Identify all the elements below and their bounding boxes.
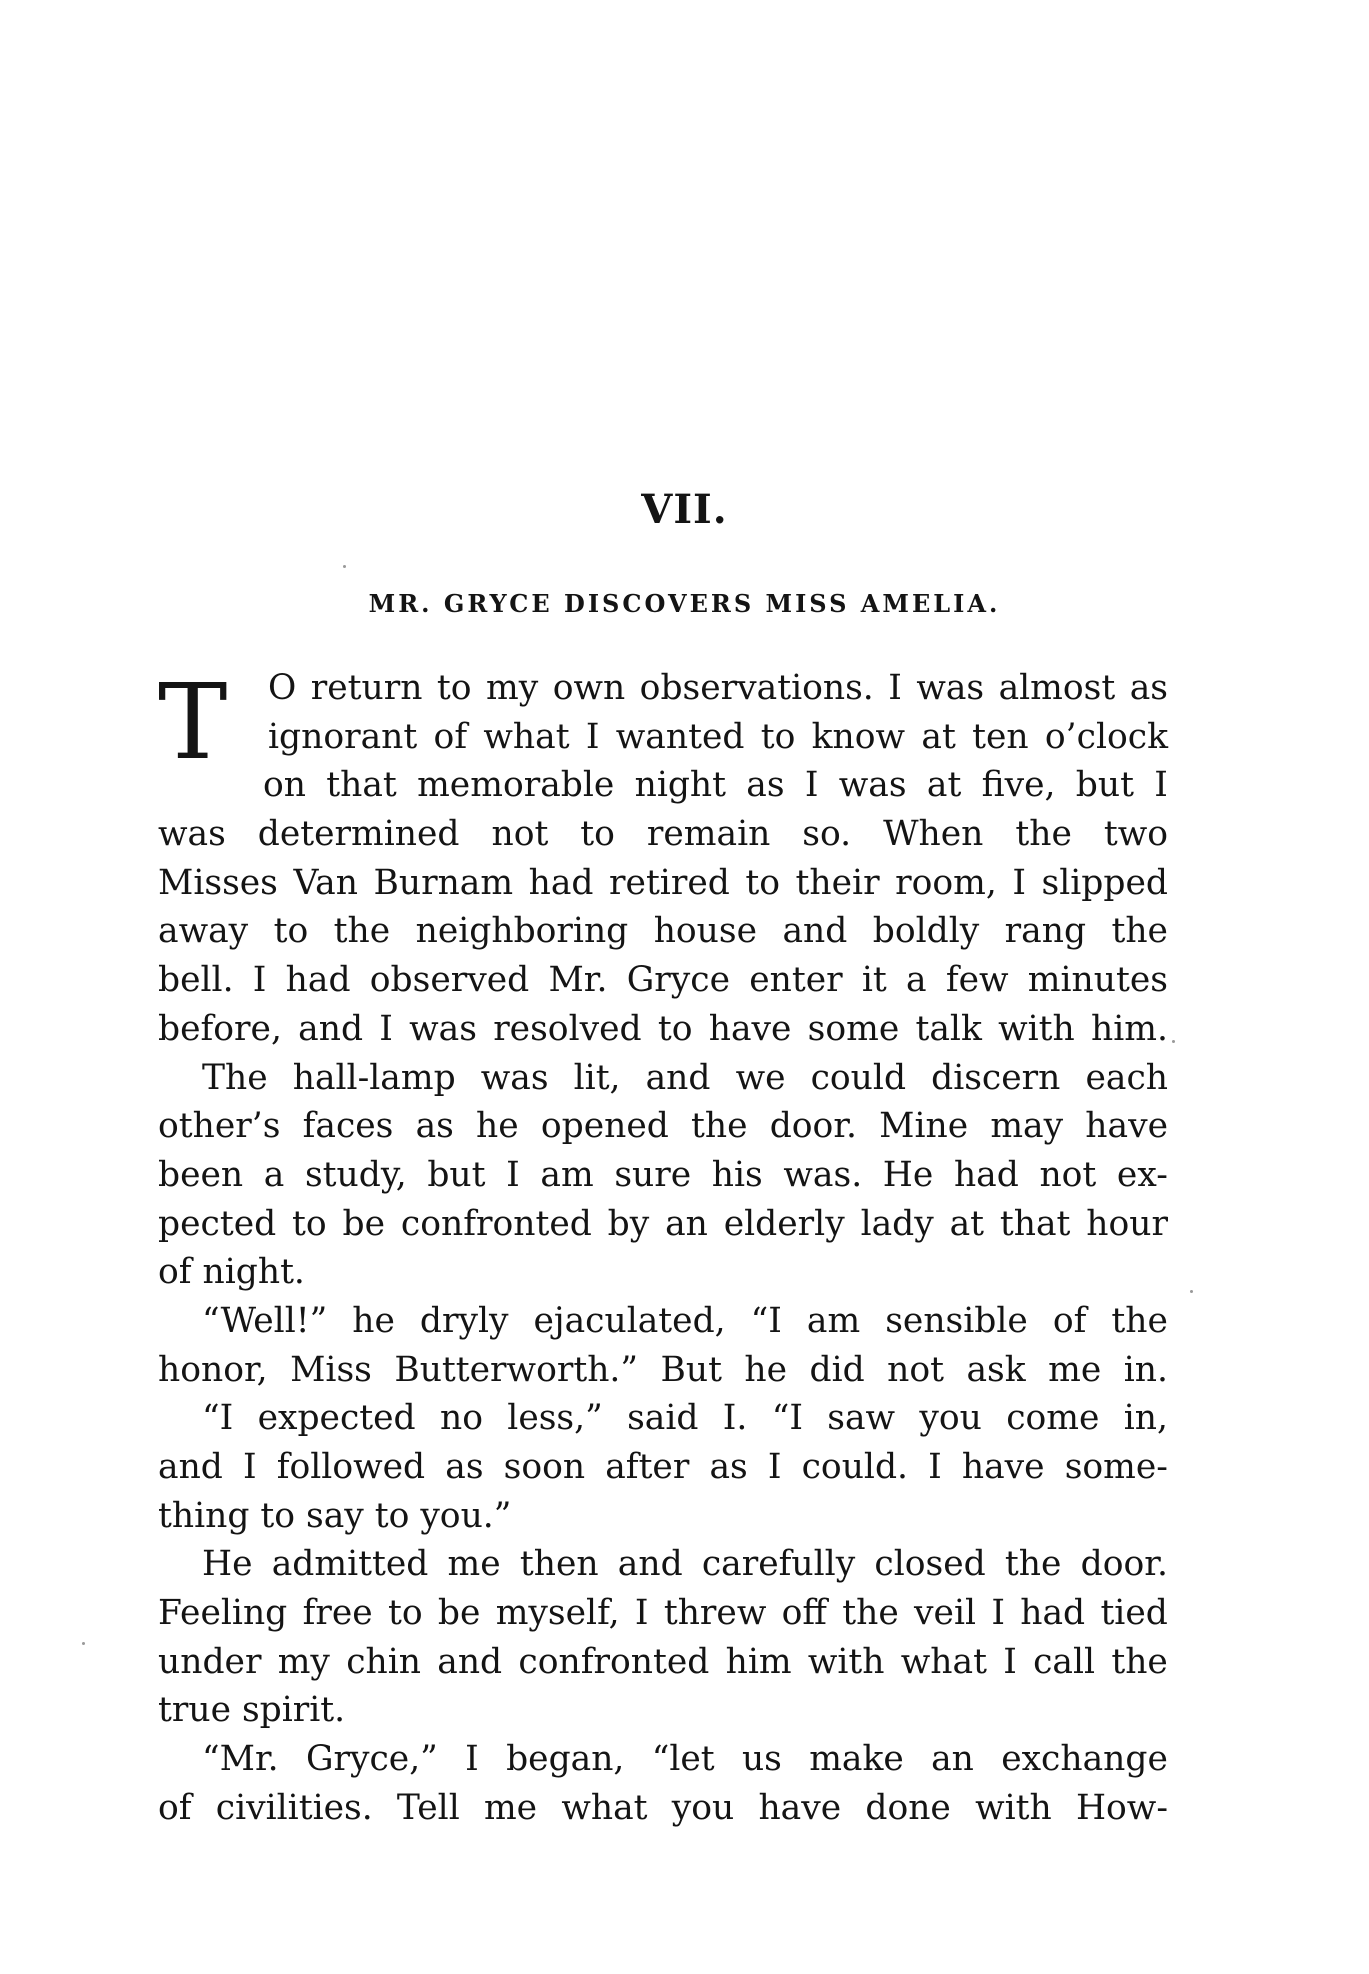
word: and <box>437 1641 503 1682</box>
word: their <box>795 862 880 903</box>
text-line <box>158 713 1168 762</box>
word: not <box>1039 1154 1097 1195</box>
word: myself, <box>495 1593 620 1634</box>
word: did <box>809 1349 865 1390</box>
word: own <box>552 668 626 708</box>
word: what <box>483 716 570 757</box>
word: night <box>634 765 727 806</box>
word: ignorant <box>268 716 418 757</box>
text-line <box>158 1054 1168 1103</box>
word: at <box>926 765 962 806</box>
word: Mr. <box>548 960 608 1001</box>
word: but <box>427 1154 486 1195</box>
word: with <box>998 1008 1075 1049</box>
word: to <box>292 1203 327 1244</box>
word: ejaculated, <box>533 1300 726 1341</box>
word: I <box>465 1739 479 1780</box>
word: door. <box>1080 1544 1168 1585</box>
word: Van <box>293 862 358 903</box>
text-line <box>158 1540 1168 1589</box>
word: How- <box>1075 1787 1168 1828</box>
word: When <box>883 814 984 855</box>
word: I <box>1154 765 1168 806</box>
word: may <box>990 1106 1064 1147</box>
word: an <box>931 1739 974 1780</box>
print-speck <box>1172 1040 1175 1043</box>
word: with <box>807 1641 885 1682</box>
text-line <box>158 1102 1168 1151</box>
text-line <box>158 859 1168 908</box>
word: in, <box>1123 1398 1168 1439</box>
text-line <box>158 1443 1168 1492</box>
text-line: true spirit. <box>158 1690 346 1731</box>
word: I <box>634 1593 649 1634</box>
word: determined <box>257 814 460 855</box>
word: study, <box>304 1154 407 1195</box>
word: what <box>561 1787 648 1828</box>
word: he <box>744 1349 788 1390</box>
word: the <box>1004 1544 1062 1585</box>
word: sensible <box>885 1300 1028 1341</box>
word: tied <box>1100 1593 1168 1634</box>
word: expected <box>257 1398 416 1439</box>
word: he <box>476 1106 519 1147</box>
chapter-title: MR. GRYCE DISCOVERS MISS AMELIA. <box>368 589 1001 618</box>
text-line <box>158 1200 1168 1249</box>
word: return <box>310 668 423 708</box>
word: Feeling <box>158 1593 288 1634</box>
word: rang <box>1004 911 1087 952</box>
word: I <box>585 716 600 757</box>
word: I <box>379 1008 393 1049</box>
word: the <box>1111 911 1168 952</box>
word: confronted <box>518 1641 710 1682</box>
word: dryly <box>419 1300 509 1341</box>
word: carefully <box>701 1544 856 1585</box>
word: Gryce <box>626 960 730 1001</box>
word: I <box>888 668 902 708</box>
word: it <box>861 960 887 1001</box>
text-line <box>158 664 1168 713</box>
word: make <box>809 1739 904 1780</box>
word: know <box>811 716 906 757</box>
word: discern <box>931 1057 1061 1098</box>
word: five, <box>981 765 1056 806</box>
word: The <box>202 1057 268 1098</box>
word: before, <box>158 1008 282 1049</box>
word: exchange <box>1001 1739 1168 1780</box>
word: no <box>439 1398 483 1439</box>
word: have <box>1085 1106 1168 1147</box>
word: “Well!” <box>202 1300 328 1341</box>
word: lit, <box>573 1057 621 1098</box>
word: of <box>158 1787 192 1828</box>
word: I <box>767 1447 782 1487</box>
word: as <box>1129 668 1168 708</box>
word: slipped <box>1041 862 1168 903</box>
word: he <box>352 1300 395 1341</box>
word: I <box>804 765 819 806</box>
word: to <box>745 862 781 903</box>
word: and <box>298 1008 364 1049</box>
print-speck <box>1190 1290 1193 1293</box>
text-line <box>158 1151 1168 1200</box>
text-line <box>158 1589 1168 1638</box>
text-line <box>158 1394 1168 1443</box>
word: I <box>1012 862 1026 903</box>
word: Misses <box>158 862 278 903</box>
word: that <box>999 1203 1071 1244</box>
word: said <box>627 1398 699 1439</box>
word: sure <box>614 1154 692 1195</box>
word: few <box>945 960 1009 1001</box>
word: had <box>953 1154 1019 1195</box>
word: less,” <box>507 1398 603 1439</box>
word: veil <box>914 1593 977 1634</box>
word: ask <box>966 1349 1026 1390</box>
word: other’s <box>158 1106 281 1147</box>
word: have <box>961 1447 1045 1487</box>
word: with <box>975 1787 1052 1828</box>
word: ex- <box>1116 1154 1168 1195</box>
word: by <box>607 1203 650 1244</box>
word: wanted <box>615 716 745 757</box>
word: that <box>326 765 397 806</box>
word: Mine <box>879 1106 969 1147</box>
chapter-body <box>158 661 1168 1833</box>
word: him. <box>1091 1008 1168 1049</box>
word: and <box>617 1544 683 1585</box>
word: to <box>436 668 472 708</box>
word: chin <box>346 1641 421 1682</box>
word: faces <box>302 1106 394 1147</box>
word: me <box>1048 1349 1102 1390</box>
word: in. <box>1123 1349 1168 1390</box>
word: have <box>708 1008 792 1049</box>
word: a <box>906 960 927 1001</box>
word: o’clock <box>1044 716 1168 757</box>
word: am <box>806 1300 861 1341</box>
word: been <box>158 1154 244 1195</box>
word: to <box>657 1008 693 1049</box>
word: house <box>653 911 758 952</box>
word: honor, <box>158 1349 268 1390</box>
word: the <box>1111 1300 1168 1341</box>
word: come <box>1006 1398 1100 1439</box>
word: Tell <box>396 1787 460 1828</box>
word: at <box>921 716 956 757</box>
word: resolved <box>493 1008 642 1049</box>
word: and <box>158 1447 223 1487</box>
text-line <box>158 1735 1168 1784</box>
word: as <box>709 1447 748 1487</box>
word: I <box>928 1447 942 1487</box>
word: my <box>486 668 539 708</box>
word: and <box>645 1057 711 1098</box>
word: his <box>711 1154 763 1195</box>
word: could. <box>801 1447 909 1487</box>
word: talk <box>915 1008 982 1049</box>
word: door. <box>769 1106 857 1147</box>
word: civilities. <box>215 1787 373 1828</box>
word: bell. <box>158 960 234 1001</box>
word: could <box>810 1057 907 1098</box>
word: be <box>342 1203 386 1244</box>
word: observed <box>369 960 530 1001</box>
word: minutes <box>1027 960 1168 1001</box>
word: Gryce,” <box>305 1739 438 1780</box>
word: a <box>263 1154 285 1195</box>
word: the <box>842 1593 899 1634</box>
word: soon <box>503 1447 586 1487</box>
word: was <box>158 814 226 855</box>
word: us <box>741 1739 782 1780</box>
word: on <box>263 765 306 806</box>
text-line <box>158 1346 1168 1395</box>
word: neighboring <box>415 911 629 952</box>
word: the <box>333 911 391 952</box>
text-line <box>158 1297 1168 1346</box>
chapter-number: VII. <box>641 486 728 533</box>
word: am <box>540 1154 594 1195</box>
word: after <box>605 1447 690 1487</box>
word: followed <box>276 1447 426 1487</box>
word: retired <box>609 862 730 903</box>
word: what <box>900 1641 987 1682</box>
word: Burnam <box>373 862 514 903</box>
word: had <box>285 960 351 1001</box>
word: I <box>1003 1641 1017 1682</box>
word: you <box>919 1398 982 1439</box>
word: threw <box>663 1593 767 1634</box>
word: of <box>433 716 468 757</box>
word: He <box>202 1544 253 1585</box>
word: Miss <box>290 1349 372 1390</box>
word: and <box>782 911 848 952</box>
word: I <box>991 1593 1005 1634</box>
word: not <box>491 814 549 855</box>
word: saw <box>827 1398 896 1439</box>
word: He <box>882 1154 934 1195</box>
word: at <box>949 1203 985 1244</box>
word: to <box>387 1593 423 1634</box>
word: admitted <box>271 1544 429 1585</box>
text-line <box>158 761 1168 810</box>
word: observations. <box>639 668 874 708</box>
word: to <box>273 911 309 952</box>
word: hall-lamp <box>292 1057 456 1098</box>
word: confronted <box>400 1203 592 1244</box>
word: lady <box>860 1203 934 1244</box>
word: some <box>807 1008 900 1049</box>
word: each <box>1085 1057 1168 1098</box>
text-line <box>158 1638 1168 1687</box>
word: was <box>838 765 907 806</box>
word: be <box>437 1593 481 1634</box>
word: “Mr. <box>202 1739 279 1780</box>
word: we <box>735 1057 786 1098</box>
text-line: thing to say to you.” <box>158 1495 512 1536</box>
word: ten <box>972 716 1029 757</box>
drop-cap: T <box>158 661 228 783</box>
word: the <box>691 1106 748 1147</box>
word: me <box>483 1787 538 1828</box>
word: hour <box>1086 1203 1168 1244</box>
word: the <box>1111 1641 1168 1682</box>
word: to <box>760 716 796 757</box>
word: him <box>725 1641 792 1682</box>
word: me <box>447 1544 501 1585</box>
word: I <box>242 1447 257 1487</box>
word: room, <box>895 862 997 903</box>
word: an <box>665 1203 708 1244</box>
word: some- <box>1064 1447 1168 1487</box>
word: had <box>528 862 594 903</box>
word: closed <box>874 1544 986 1585</box>
word: Butterworth.” <box>394 1349 639 1390</box>
text-line <box>158 1005 1168 1054</box>
word: memorable <box>417 765 615 806</box>
word: not <box>887 1349 945 1390</box>
text-line <box>158 1784 1168 1833</box>
word: was <box>916 668 985 708</box>
word: two <box>1103 814 1168 855</box>
word: as <box>415 1106 454 1147</box>
word: off <box>781 1593 827 1634</box>
word: was. <box>783 1154 863 1195</box>
word: began, <box>506 1739 625 1780</box>
word: you <box>671 1787 735 1828</box>
word: “I <box>202 1398 234 1439</box>
word: to <box>580 814 615 855</box>
text-line: of night. <box>158 1252 305 1293</box>
text-line <box>158 907 1168 956</box>
word: have <box>758 1787 842 1828</box>
word: I <box>252 960 267 1001</box>
word: was <box>409 1008 477 1049</box>
word: my <box>277 1641 330 1682</box>
print-speck <box>82 1642 85 1645</box>
word: But <box>660 1349 722 1390</box>
word: under <box>158 1641 262 1682</box>
word: but <box>1075 765 1134 806</box>
word: remain <box>646 814 771 855</box>
text-line <box>158 956 1168 1005</box>
word: pected <box>158 1203 277 1244</box>
word: as <box>445 1447 484 1487</box>
word: elderly <box>723 1203 845 1244</box>
text-line <box>158 810 1168 859</box>
word: I. <box>722 1398 748 1439</box>
word: was <box>480 1057 549 1098</box>
word: had <box>1020 1593 1086 1634</box>
word: as <box>746 765 785 806</box>
word: of <box>1052 1300 1087 1341</box>
word: enter <box>749 960 843 1001</box>
word: boldly <box>872 911 980 952</box>
word: so. <box>802 814 852 855</box>
word: “I <box>750 1300 782 1341</box>
word: almost <box>998 668 1116 708</box>
word: away <box>158 911 249 952</box>
word: O <box>268 668 297 708</box>
word: “let <box>651 1739 715 1780</box>
word: the <box>1015 814 1072 855</box>
word: I <box>506 1154 520 1195</box>
word: free <box>302 1593 373 1634</box>
print-speck <box>343 565 346 568</box>
word: done <box>865 1787 951 1828</box>
word: “I <box>771 1398 803 1439</box>
word: call <box>1033 1641 1096 1682</box>
word: then <box>519 1544 599 1585</box>
word: opened <box>540 1106 669 1147</box>
